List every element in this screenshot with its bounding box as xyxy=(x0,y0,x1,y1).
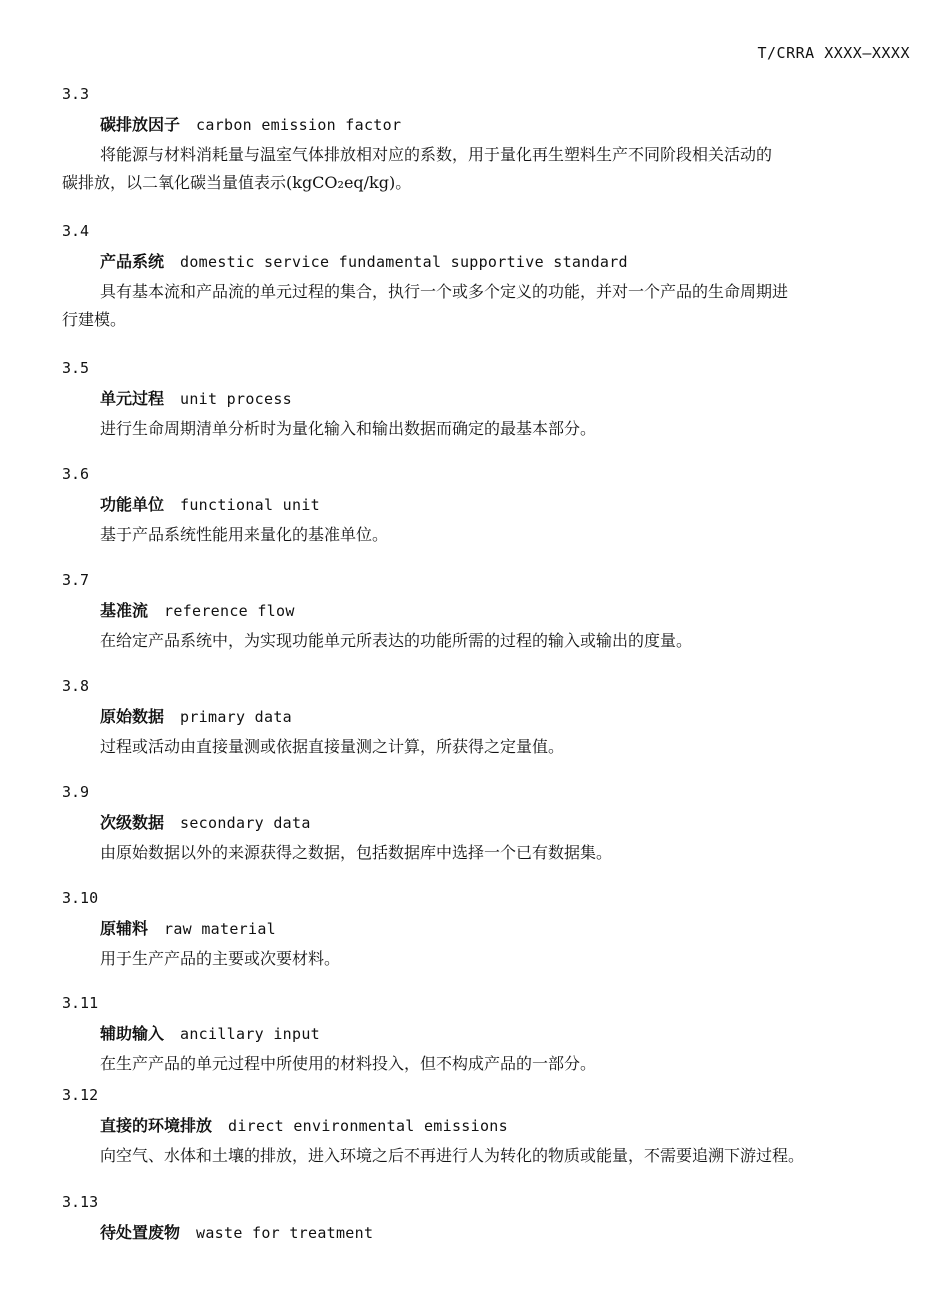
definition-line: 由原始数据以外的来源获得之数据，包括数据库中选择一个已有数据集。 xyxy=(100,843,613,862)
term-chinese-name: 基准流 xyxy=(100,601,149,620)
term-chinese-name: 原始数据 xyxy=(100,707,165,726)
term-definition xyxy=(0,521,938,549)
term-chinese-name: 单元过程 xyxy=(100,389,165,408)
term-number: 3.8 xyxy=(62,677,90,695)
term-title xyxy=(100,600,295,622)
term-title xyxy=(100,494,320,516)
term-definition xyxy=(0,141,938,197)
term-chinese-name: 直接的环境排放 xyxy=(100,1116,213,1135)
term-number: 3.6 xyxy=(62,465,90,483)
term-chinese-name: 功能单位 xyxy=(100,495,165,514)
term-definition xyxy=(0,1142,938,1170)
definition-line: 行建模。 xyxy=(62,310,127,329)
definition-line: 过程或活动由直接量测或依据直接量测之计算，所获得之定量值。 xyxy=(100,737,565,756)
term-english-name: functional unit xyxy=(180,496,320,514)
term-number: 3.9 xyxy=(62,783,90,801)
term-number: 3.12 xyxy=(62,1086,99,1104)
term-chinese-name: 原辅料 xyxy=(100,919,149,938)
term-title xyxy=(100,812,311,834)
document-code: T/CRRA XXXX—XXXX xyxy=(757,44,910,62)
term-chinese-name: 碳排放因子 xyxy=(100,115,181,134)
definition-line: 向空气、水体和土壤的排放，进入环境之后不再进行人为转化的物质或能量，不需要追溯下游过程。 xyxy=(100,1146,805,1165)
term-english-name: unit process xyxy=(180,390,292,408)
term-number: 3.11 xyxy=(62,994,99,1012)
term-number: 3.3 xyxy=(62,85,90,103)
term-chinese-name: 产品系统 xyxy=(100,252,165,271)
term-chinese-name: 辅助输入 xyxy=(100,1024,165,1043)
term-title xyxy=(100,251,628,273)
definition-line: 用于生产产品的主要或次要材料。 xyxy=(100,949,341,968)
term-english-name: primary data xyxy=(180,708,292,726)
term-english-name: reference flow xyxy=(164,602,295,620)
definition-line: 在给定产品系统中，为实现功能单元所表达的功能所需的过程的输入或输出的度量。 xyxy=(100,631,693,650)
definition-line: 基于产品系统性能用来量化的基准单位。 xyxy=(100,525,389,544)
term-number: 3.7 xyxy=(62,571,90,589)
term-english-name: direct environmental emissions xyxy=(228,1117,508,1135)
definition-line: 碳排放，以二氧化碳当量值表示(kgCO₂eq/kg)。 xyxy=(62,173,412,192)
term-title xyxy=(100,388,292,410)
term-definition xyxy=(0,1050,938,1078)
term-title xyxy=(100,1222,373,1244)
term-english-name: domestic service fundamental supportive standard xyxy=(180,253,628,271)
definition-line: 具有基本流和产品流的单元过程的集合，执行一个或多个定义的功能，并对一个产品的生命周期进 xyxy=(100,282,789,301)
definition-line: 在生产产品的单元过程中所使用的材料投入，但不构成产品的一部分。 xyxy=(100,1054,597,1073)
term-english-name: ancillary input xyxy=(180,1025,320,1043)
term-title xyxy=(100,918,276,940)
term-definition xyxy=(0,415,938,443)
term-title xyxy=(100,1023,320,1045)
term-definition xyxy=(0,627,938,655)
term-definition xyxy=(0,839,938,867)
term-english-name: waste for treatment xyxy=(196,1224,374,1242)
term-english-name: raw material xyxy=(164,920,276,938)
term-title xyxy=(100,114,401,136)
term-title xyxy=(100,1115,508,1137)
term-number: 3.10 xyxy=(62,889,99,907)
term-chinese-name: 次级数据 xyxy=(100,813,165,832)
term-number: 3.13 xyxy=(62,1193,99,1211)
term-title xyxy=(100,706,292,728)
term-definition xyxy=(0,945,938,973)
term-definition xyxy=(0,278,938,334)
definition-line: 进行生命周期清单分析时为量化输入和输出数据而确定的最基本部分。 xyxy=(100,419,597,438)
term-english-name: carbon emission factor xyxy=(196,116,402,134)
term-chinese-name: 待处置废物 xyxy=(100,1223,181,1242)
term-number: 3.5 xyxy=(62,359,90,377)
definition-line: 将能源与材料消耗量与温室气体排放相对应的系数，用于量化再生塑料生产不同阶段相关活动的 xyxy=(100,145,773,164)
term-number: 3.4 xyxy=(62,222,90,240)
term-definition xyxy=(0,733,938,761)
term-english-name: secondary data xyxy=(180,814,311,832)
